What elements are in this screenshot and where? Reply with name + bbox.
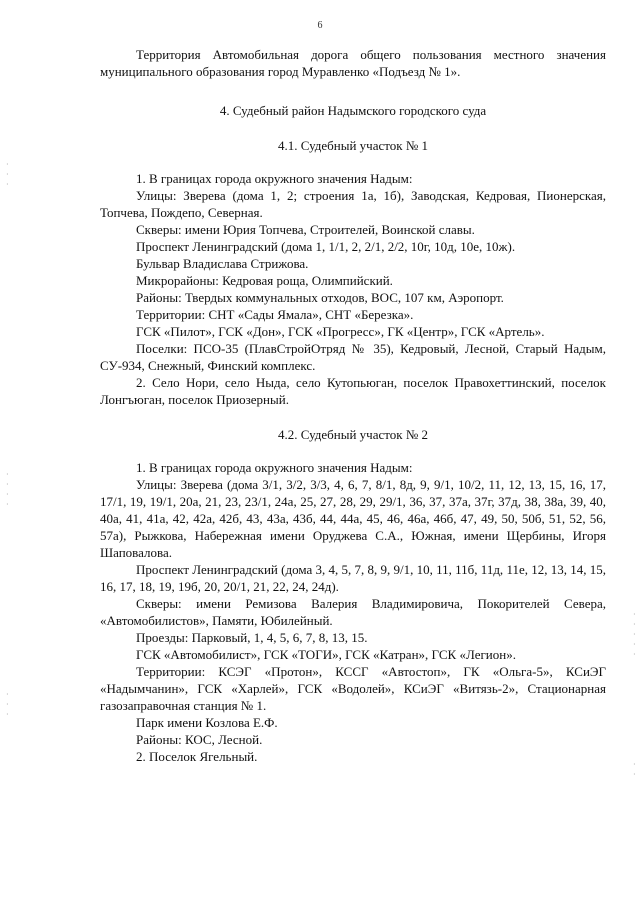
uchastok-1-line: Территории: СНТ «Сады Ямала», СНТ «Березка». bbox=[136, 307, 414, 322]
uchastok-1-line: Микрорайоны: Кедровая роща, Олимпийский. bbox=[136, 273, 393, 288]
uchastok-2-line: 2. Поселок Ягельный. bbox=[136, 749, 258, 764]
uchastok-1-line: 1. В границах города окружного значения Надым: bbox=[136, 171, 413, 186]
uchastok-1-line: Скверы: имени Юрия Топчева, Строителей, Воинской славы. bbox=[136, 222, 475, 237]
uchastok-2-line: Территории: КСЭГ «Протон», КССГ «Автостоп», ГК «Ольга-5», КСиЭГ «Надымчанин», ГСК «Харлей», ГСК «Водолей», КСиЭГ «Витязь-2», Стационарная газозаправочная станция № 1. bbox=[100, 664, 606, 713]
uchastok-1-line: Улицы: Зверева (дома 1, 2; строения 1а, 1б), Заводская, Кедровая, Пионерская, Топчева, Пождепо, Северная. bbox=[100, 188, 606, 220]
uchastok-1-line: Поселки: ПСО-35 (ПлавСтройОтряд № 35), Кедровый, Лесной, Старый Надым, СУ-934, Снежный, Финский комплекс. bbox=[100, 341, 606, 373]
uchastok-1-line: ГСК «Пилот», ГСК «Дон», ГСК «Прогресс», ГК «Центр», ГСК «Артель». bbox=[136, 324, 545, 339]
uchastok-2-line: 1. В границах города окружного значения Надым: bbox=[136, 460, 413, 475]
uchastok-2-line: ГСК «Автомобилист», ГСК «ТОГИ», ГСК «Катран», ГСК «Легион». bbox=[136, 647, 516, 662]
scan-margin-mark: · · · bbox=[6, 690, 9, 719]
scan-margin-mark: · · · · bbox=[6, 470, 9, 509]
uchastok-2-line: Скверы: имени Ремизова Валерия Владимировича, Покорителей Севера, «Автомобилистов», Памяти, Юбилейный. bbox=[100, 596, 606, 628]
uchastok-1-line: Районы: Твердых коммунальных отходов, ВОС, 107 км, Аэропорт. bbox=[136, 290, 504, 305]
page-number: 6 bbox=[317, 20, 323, 31]
scan-margin-mark: · · · · · bbox=[633, 610, 636, 659]
scan-margin-mark: · · bbox=[633, 760, 636, 779]
section-heading: 4. Судебный район Надымского городского суда bbox=[219, 103, 487, 118]
uchastok-1-heading: 4.1. Судебный участок № 1 bbox=[278, 138, 428, 153]
uchastok-2-line: Улицы: Зверева (дома 3/1, 3/2, 3/3, 4, 6, 7, 8/1, 8д, 9, 9/1, 10/2, 11, 12, 13, 15, 16, 17, 17/1, 19, 19/1, 20а, 21, 23, 23/1, 24а, 25, 27, 28, 29, 29/1, 36, 37, 37а, 37г, 37д, 38, 38а, 39, 40, 40а, 41, 41а, 42, 42а, 42б, 43, 43а, 43б, 44, 44а, 45, 46, 46а, 46б, 47, 49, 50, 50б, 51, 52, 56, 57а), Рыжкова, Набережная имени Оруджева С.А., Южная, имени Щербины, Игоря Шаповалова. bbox=[100, 477, 606, 560]
document-body bbox=[100, 46, 606, 765]
intro-paragraph: Территория Автомобильная дорога общего пользования местного значения муниципального образования город Муравленко «Подъезд № 1». bbox=[100, 47, 606, 79]
uchastok-1-line: 2. Село Нори, село Ныда, село Кутопьюган, поселок Правохеттинский, поселок Лонгъюган, поселок Приозерный. bbox=[100, 375, 606, 407]
uchastok-1-line: Проспект Ленинградский (дома 1, 1/1, 2, 2/1, 2/2, 10г, 10д, 10е, 10ж). bbox=[136, 239, 516, 254]
uchastok-1-line: Бульвар Владислава Стрижова. bbox=[136, 256, 309, 271]
uchastok-2-line: Парк имени Козлова Е.Ф. bbox=[136, 715, 278, 730]
uchastok-2-line: Проспект Ленинградский (дома 3, 4, 5, 7, 8, 9, 9/1, 10, 11, 11б, 11д, 11е, 12, 13, 14, 15, 16, 17, 18, 19, 19б, 20, 20/1, 21, 22, 24, 24д). bbox=[100, 562, 606, 594]
uchastok-2-heading: 4.2. Судебный участок № 2 bbox=[278, 427, 428, 442]
uchastok-2-line: Проезды: Парковый, 1, 4, 5, 6, 7, 8, 13, 15. bbox=[136, 630, 368, 645]
scan-margin-mark: · · · bbox=[6, 160, 9, 189]
uchastok-2-line: Районы: КОС, Лесной. bbox=[136, 732, 263, 747]
